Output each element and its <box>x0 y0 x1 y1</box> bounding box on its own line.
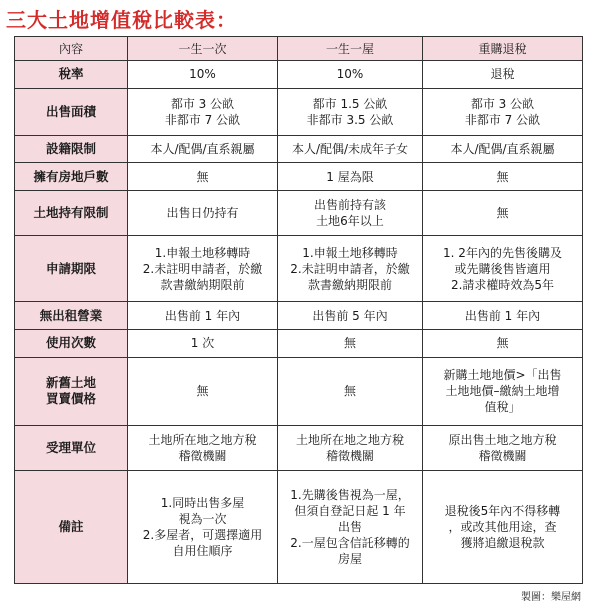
cell-once-in-life <box>128 163 278 191</box>
header-once-in-life: 一生一次 <box>128 37 278 61</box>
cell-line: 10% <box>189 67 216 82</box>
row-label-line: 買賣價格 <box>45 391 96 407</box>
row-label: 備註 <box>15 470 128 583</box>
cell-line: 視為一次 <box>178 511 227 526</box>
cell-line: 本人/配偶/未成年子女 <box>291 142 409 157</box>
row-label: 土地持有限制 <box>15 191 128 236</box>
cell-line: 值稅」 <box>484 400 521 415</box>
cell-line: 無 <box>496 206 509 221</box>
cell-line: 稽徵機關 <box>325 448 374 463</box>
table-row <box>15 329 583 357</box>
cell-one-house <box>278 236 423 302</box>
row-label: 使用次數 <box>15 329 128 357</box>
cell-line: 新購土地地價>「出售 <box>443 368 562 383</box>
cell-line: 無 <box>196 169 209 184</box>
cell-repurchase-refund <box>423 163 583 191</box>
cell-line: 1.同時出售多屋 <box>160 495 245 510</box>
table-row <box>15 236 583 302</box>
cell-one-house <box>278 88 423 135</box>
cell-line: 都市 1.5 公畝 <box>312 96 388 111</box>
table-row <box>15 88 583 135</box>
cell-line: 土地地價–繳納土地增 <box>445 384 560 399</box>
header-content: 內容 <box>15 37 128 61</box>
cell-line: 或先購後售皆適用 <box>454 261 551 276</box>
cell-line: 2.請求權時效為5年 <box>450 277 555 292</box>
row-label <box>15 357 128 425</box>
cell-line: 稽徵機關 <box>178 448 227 463</box>
row-label: 受理單位 <box>15 426 128 471</box>
cell-line: 非都市 7 公畝 <box>464 112 541 127</box>
cell-line: ，或改其他用途，查 <box>448 519 557 534</box>
cell-once-in-life <box>128 236 278 302</box>
cell-line: 土地所在地之地方稅 <box>295 432 404 447</box>
cell-line: 土地所在地之地方稅 <box>148 432 257 447</box>
cell-line: 退稅後5年內不得移轉 <box>444 503 561 518</box>
credit: 製圖：樂屋網 <box>521 592 581 603</box>
cell-repurchase-refund <box>423 61 583 89</box>
cell-line: 出售前 1 年內 <box>464 308 541 323</box>
table-row <box>15 357 583 425</box>
cell-line: 出售前 5 年內 <box>312 308 388 323</box>
cell-line: 1.申報土地移轉時 <box>302 245 398 260</box>
cell-one-house <box>278 135 423 163</box>
table-row <box>15 163 583 191</box>
cell-one-house <box>278 163 423 191</box>
cell-one-house <box>278 426 423 471</box>
cell-line: 2.未註明申請者，於繳 <box>290 261 410 276</box>
cell-repurchase-refund <box>423 135 583 163</box>
cell-line: 土地6年以上 <box>316 214 384 229</box>
cell-line: 1 屋為限 <box>326 169 374 184</box>
cell-one-house <box>278 302 423 330</box>
row-label: 出售面積 <box>15 88 128 135</box>
row-label: 申請期限 <box>15 236 128 302</box>
cell-line: 本人/配偶/直系親屬 <box>450 142 555 157</box>
row-label: 無出租營業 <box>15 302 128 330</box>
page-title: 三大土地增值稅比較表： <box>6 8 237 32</box>
cell-line: 1 次 <box>190 336 215 351</box>
cell-line: 1.先購後售視為一屋， <box>290 487 410 502</box>
cell-one-house <box>278 357 423 425</box>
row-label: 稅率 <box>15 61 128 89</box>
cell-line: 房屋 <box>337 551 362 566</box>
table-row <box>15 61 583 89</box>
cell-line: 非都市 7 公畝 <box>164 112 241 127</box>
cell-line: 1. 2年內的先售後購及 <box>443 245 562 260</box>
cell-line: 退稅 <box>490 67 515 82</box>
cell-line: 2.多屋者，可選擇適用 <box>142 527 263 542</box>
cell-repurchase-refund <box>423 470 583 583</box>
cell-repurchase-refund <box>423 236 583 302</box>
cell-once-in-life <box>128 135 278 163</box>
cell-repurchase-refund <box>423 88 583 135</box>
cell-line: 都市 3 公畝 <box>170 96 235 111</box>
cell-once-in-life <box>128 88 278 135</box>
cell-line: 出售前持有該 <box>313 198 386 213</box>
header-one-house: 一生一屋 <box>278 37 423 61</box>
cell-line: 都市 3 公畝 <box>470 96 535 111</box>
cell-repurchase-refund <box>423 302 583 330</box>
cell-one-house <box>278 191 423 236</box>
cell-once-in-life <box>128 61 278 89</box>
cell-once-in-life <box>128 426 278 471</box>
cell-one-house <box>278 61 423 89</box>
table-row <box>15 191 583 236</box>
cell-line: 10% <box>336 67 364 82</box>
cell-line: 出售前 1 年內 <box>164 308 241 323</box>
cell-one-house <box>278 470 423 583</box>
cell-line: 原出售土地之地方稅 <box>448 432 557 447</box>
cell-once-in-life <box>128 470 278 583</box>
cell-one-house <box>278 329 423 357</box>
cell-line: 本人/配偶/直系親屬 <box>150 142 255 157</box>
cell-once-in-life <box>128 357 278 425</box>
cell-repurchase-refund <box>423 357 583 425</box>
cell-once-in-life <box>128 329 278 357</box>
table-row <box>15 426 583 471</box>
header-repurchase-refund: 重購退稅 <box>423 37 583 61</box>
cell-line: 非都市 3.5 公畝 <box>306 112 394 127</box>
cell-repurchase-refund <box>423 426 583 471</box>
row-label: 設籍限制 <box>15 135 128 163</box>
table-row <box>15 302 583 330</box>
cell-line: 款書繳納期限前 <box>160 277 245 292</box>
header-row <box>15 37 583 61</box>
cell-line: 無 <box>343 384 356 399</box>
cell-line: 稽徵機關 <box>478 448 527 463</box>
cell-line: 出售 <box>337 519 362 534</box>
table-row <box>15 135 583 163</box>
cell-line: 獲將追繳退稅款 <box>460 535 545 550</box>
row-label-line: 新舊土地 <box>45 375 96 391</box>
cell-once-in-life <box>128 302 278 330</box>
cell-line: 2.未註明申請者，於繳 <box>142 261 263 276</box>
cell-line: 自用住順序 <box>172 543 233 558</box>
cell-line: 無 <box>496 336 509 351</box>
cell-line: 款書繳納期限前 <box>307 277 392 292</box>
cell-line: 但須自登記日起 1 年 <box>294 503 406 518</box>
cell-line: 無 <box>496 169 509 184</box>
cell-line: 無 <box>196 384 209 399</box>
cell-repurchase-refund <box>423 191 583 236</box>
cell-line: 出售日仍持有 <box>166 206 239 221</box>
cell-repurchase-refund <box>423 329 583 357</box>
comparison-table <box>14 36 583 584</box>
cell-line: 無 <box>343 336 356 351</box>
row-label: 擁有房地戶數 <box>15 163 128 191</box>
cell-line: 2.一屋包含信託移轉的 <box>290 535 410 550</box>
table-row <box>15 470 583 583</box>
cell-line: 1.申報土地移轉時 <box>154 245 251 260</box>
cell-once-in-life <box>128 191 278 236</box>
